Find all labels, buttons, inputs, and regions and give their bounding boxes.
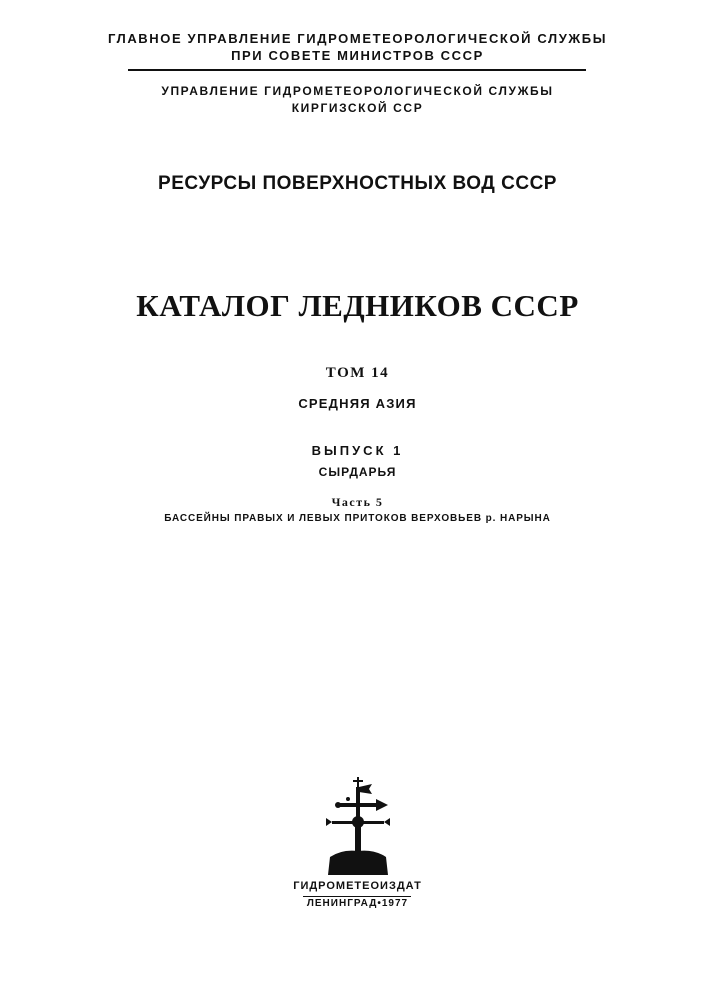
city-year: ЛЕНИНГРАД•1977 [306, 898, 409, 909]
weather-vane-emblem-icon [322, 775, 394, 875]
header-divider [128, 69, 586, 71]
part-subtitle: БАССЕЙНЫ ПРАВЫХ И ЛЕВЫХ ПРИТОКОВ ВЕРХОВЬЕВ р. НАРЫНА [164, 513, 551, 524]
issue-label: ВЫПУСК 1 [311, 443, 404, 458]
region-label: СРЕДНЯЯ АЗИЯ [298, 396, 417, 411]
series-title: РЕСУРСЫ ПОВЕРХНОСТНЫХ ВОД СССР [158, 173, 557, 194]
volume-label: ТОМ 14 [325, 365, 390, 381]
imprint-divider [303, 896, 411, 897]
part-label: Часть 5 [331, 495, 384, 509]
main-title: КАТАЛОГ ЛЕДНИКОВ СССР [136, 288, 579, 323]
publisher-name: ГИДРОМЕТЕОИЗДАТ [293, 880, 422, 892]
sub-organization-line-2: КИРГИЗСКОЙ ССР [291, 101, 424, 115]
organization-line-2: ПРИ СОВЕТЕ МИНИСТРОВ СССР [231, 48, 484, 63]
organization-line-1: ГЛАВНОЕ УПРАВЛЕНИЕ ГИДРОМЕТЕОРОЛОГИЧЕСКОЙ СЛУЖБЫ [107, 31, 608, 46]
river-label: СЫРДАРЬЯ [318, 465, 397, 479]
sub-organization-line-1: УПРАВЛЕНИЕ ГИДРОМЕТЕОРОЛОГИЧЕСКОЙ СЛУЖБЫ [161, 84, 554, 98]
